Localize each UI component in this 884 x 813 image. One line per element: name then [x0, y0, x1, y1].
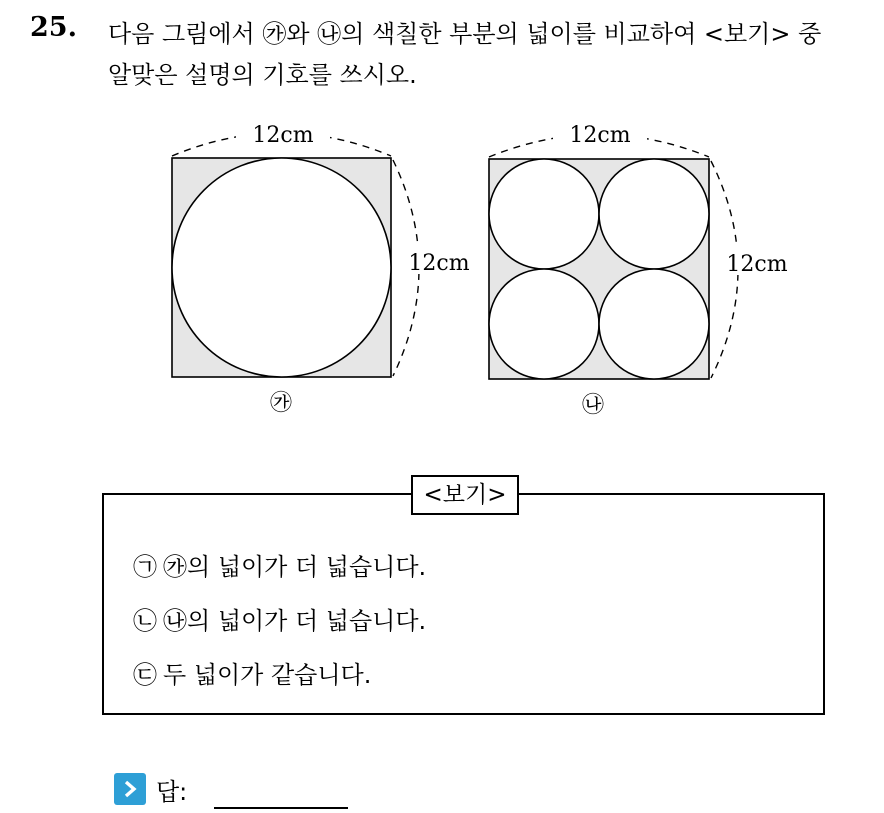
option-mark-2: ㉡: [133, 607, 157, 635]
right-circle-bottom-right: [599, 269, 709, 379]
right-circle-bottom-left: [489, 269, 599, 379]
answer-label: 답:: [156, 777, 188, 806]
right-circle-top-right: [599, 159, 709, 269]
option-text-2: ㉯의 넓이가 더 넓습니다.: [163, 607, 427, 635]
left-caption: ㉮: [269, 391, 293, 416]
question-text-line-2: 알맞은 설명의 기호를 쓰시오.: [108, 61, 417, 89]
question-number: 25.: [30, 12, 77, 43]
bogi-option-2: [133, 601, 426, 636]
bogi-option-3: [133, 655, 371, 690]
right-top-label: 12cm: [569, 123, 631, 148]
left-side-label: 12cm: [408, 251, 470, 276]
bogi-option-1: [133, 547, 426, 582]
option-text-3: 두 넓이가 같습니다.: [163, 661, 372, 689]
right-caption: ㉯: [581, 393, 605, 418]
option-mark-3: ㉢: [133, 661, 157, 689]
option-text-1: ㉮의 넓이가 더 넓습니다.: [163, 553, 427, 581]
chevron-right-icon: [114, 773, 146, 805]
bogi-title: <보기>: [411, 475, 519, 515]
left-top-label: 12cm: [252, 123, 314, 148]
answer-blank-line[interactable]: [214, 807, 348, 809]
right-side-label: 12cm: [726, 252, 788, 277]
right-circle-top-left: [489, 159, 599, 269]
figure-left: [172, 120, 478, 416]
left-circle: [172, 158, 391, 377]
option-mark-1: ㉠: [133, 553, 157, 581]
answer-row: [114, 769, 187, 809]
figure-right: [489, 120, 796, 418]
question-text-line-1: 다음 그림에서 ㉮와 ㉯의 색칠한 부분의 넓이를 비교하여 <보기> 중: [108, 20, 822, 48]
